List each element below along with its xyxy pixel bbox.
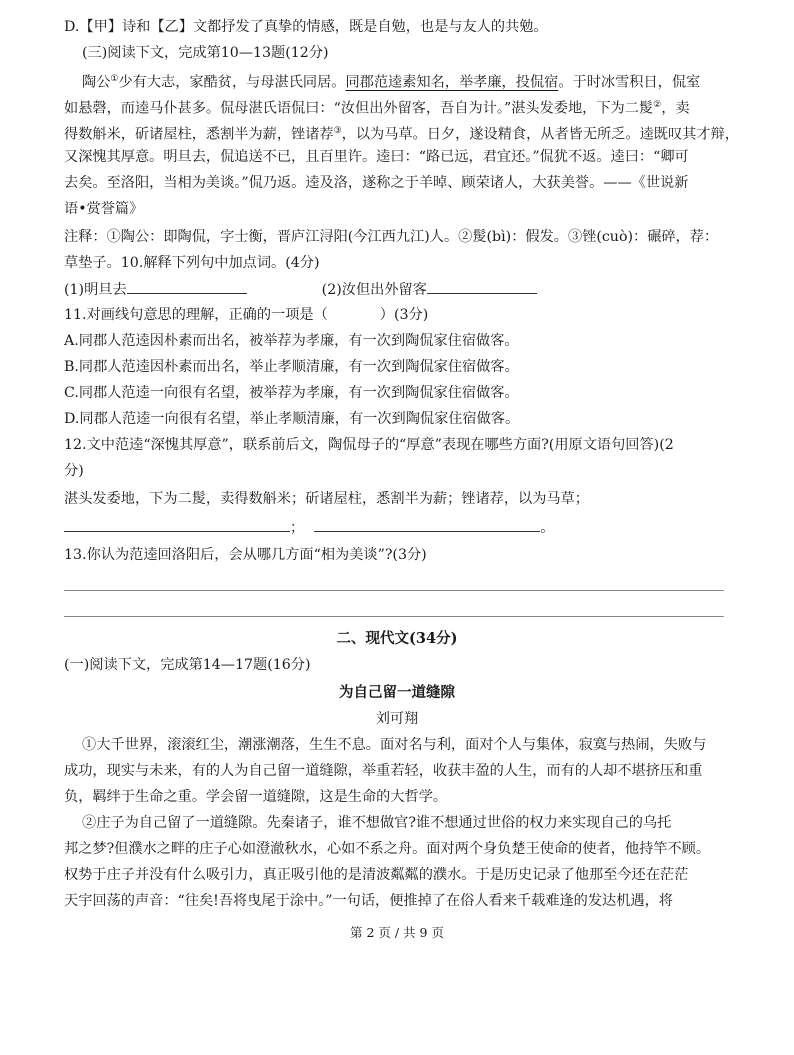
passage-line-1: 陶公①少有大志，家酷贫，与母湛氏同居。同郡范逵素知名，举孝廉，投侃宿。于时冰雪积日，侃室 [82, 74, 701, 91]
answer-blank[interactable] [127, 280, 247, 294]
passage-line-6: 语•赏誉篇》 [64, 201, 144, 217]
section3-heading: (三)阅读下文，完成第10—13题(12分) [82, 45, 329, 61]
question-12-blanks: ； 。 [64, 518, 734, 537]
essay-title: 为自己留一道缝隙 [339, 684, 455, 701]
passage-line-5: 去矣。至洛阳，当相为美谈。”侃乃返。逵及洛，遂称之于羊晫、顾荣诸人，大获美誉。——《世说新 [64, 175, 689, 191]
question-12-line-1: 12.文中范逵“深愧其厚意”，联系前后文，陶侃母子的“厚意”表现在哪些方面?(用原文语句回答)(2 [64, 437, 674, 453]
paragraph-1-line-1: ①大千世界，滚滚红尘，潮涨潮落，生生不息。面对名与利，面对个人与集体，寂寞与热闹，失败与 [82, 737, 707, 753]
answer-line[interactable] [64, 590, 724, 591]
part2-title: 二、现代文(34分) [336, 630, 458, 647]
question-11: 11.对画线句意思的理解，正确的一项是（ ）(3分) [64, 307, 429, 323]
question-12-answer: 湛头发委地，下为二髲，卖得数斛米；斫诸屋柱，悉割半为薪；锉诸荐，以为马草； [64, 491, 589, 507]
part2-sub-heading: (一)阅读下文，完成第14—17题(16分) [64, 657, 311, 673]
option-d-text: D.【甲】诗和【乙】文都抒发了真挚的情感，既是自勉，也是与友人的共勉。 [64, 19, 548, 35]
option-d: D.同郡人范逵一向很有名望，举止孝顺清廉，有一次到陶侃家住宿做客。 [64, 411, 520, 427]
passage-line-4: 又深愧其厚意。明旦去，侃追送不已，且百里许。逵曰：“路已远，君宜还。”侃犹不返。逵曰：“卿可 [64, 149, 689, 165]
question-13: 13.你认为范逵回洛阳后，会从哪几方面“相为美谈”?(3分) [64, 547, 427, 563]
answer-line[interactable] [64, 616, 724, 617]
page-footer: 第 2 页 / 共 9 页 [350, 925, 444, 940]
question-12-line-2: 分) [64, 463, 84, 479]
underlined-sentence: 同郡范逵素知名，举孝廉，投侃宿 [345, 74, 559, 91]
answer-blank[interactable] [427, 280, 537, 294]
paragraph-2-line-2: 邦之梦?但濮水之畔的庄子心如澄澈秋水，心如不系之舟。面对两个身负楚王使命的使者，他持竿不顾。 [64, 841, 711, 857]
notes-line-1: 注释：①陶公：即陶侃，字士衡，晋庐江浔阳(今江西九江)人。②髲(bì)：假发。③锉(cuò)：碾碎，荐： [64, 229, 719, 245]
question-10: (1)明旦去 (2)汝但出外留客 [64, 280, 734, 299]
answer-blank[interactable] [314, 518, 540, 532]
answer-blank[interactable] [64, 518, 290, 532]
option-a: A.同郡人范逵因朴素而出名，被举荐为孝廉，有一次到陶侃家住宿做客。 [64, 333, 519, 349]
passage-line-3: 得数斛米，斫诸屋柱，悉割半为薪，锉诸荐③，以为马草。日夕，遂设精食，从者皆无所乏。逵既叹其才辩， [64, 126, 739, 143]
option-c: C.同郡人范逵一向很有名望，被举荐为孝廉，有一次到陶侃家住宿做客。 [64, 385, 519, 401]
notes-line-2: 草垫子。10.解释下列句中加点词。(4分) [64, 255, 320, 271]
paragraph-2-line-1: ②庄子为自己留了一道缝隙。先秦诸子，谁不想做官?谁不想通过世俗的权力来实现自己的乌托 [82, 815, 672, 831]
paragraph-2-line-3: 权势于庄子并没有什么吸引力，真正吸引他的是清波粼粼的濮水。于是历史记录了他那至今还在茫茫 [64, 867, 689, 883]
essay-author: 刘可翔 [375, 711, 419, 727]
option-b: B.同郡人范逵因朴素而出名，举止孝顺清廉，有一次到陶侃家住宿做客。 [64, 359, 519, 375]
paragraph-1-line-2: 成功，现实与未来，有的人为自己留一道缝隙，举重若轻，收获丰盈的人生，而有的人却不堪挤压和重 [64, 763, 703, 779]
paragraph-1-line-3: 负，羁绊于生命之重。学会留一道缝隙，这是生命的大哲学。 [64, 789, 448, 805]
passage-line-2: 如悬磬，而逵马仆甚多。侃母湛氏语侃曰：“汝但出外留客，吾自为计。”湛头发委地，下为二髲②，卖 [64, 100, 690, 117]
paragraph-2-line-4: 天宇回荡的声音：“往矣!吾将曳尾于涂中。”一句话，便推掉了在俗人看来千载难逢的发达机遇，将 [64, 893, 673, 909]
